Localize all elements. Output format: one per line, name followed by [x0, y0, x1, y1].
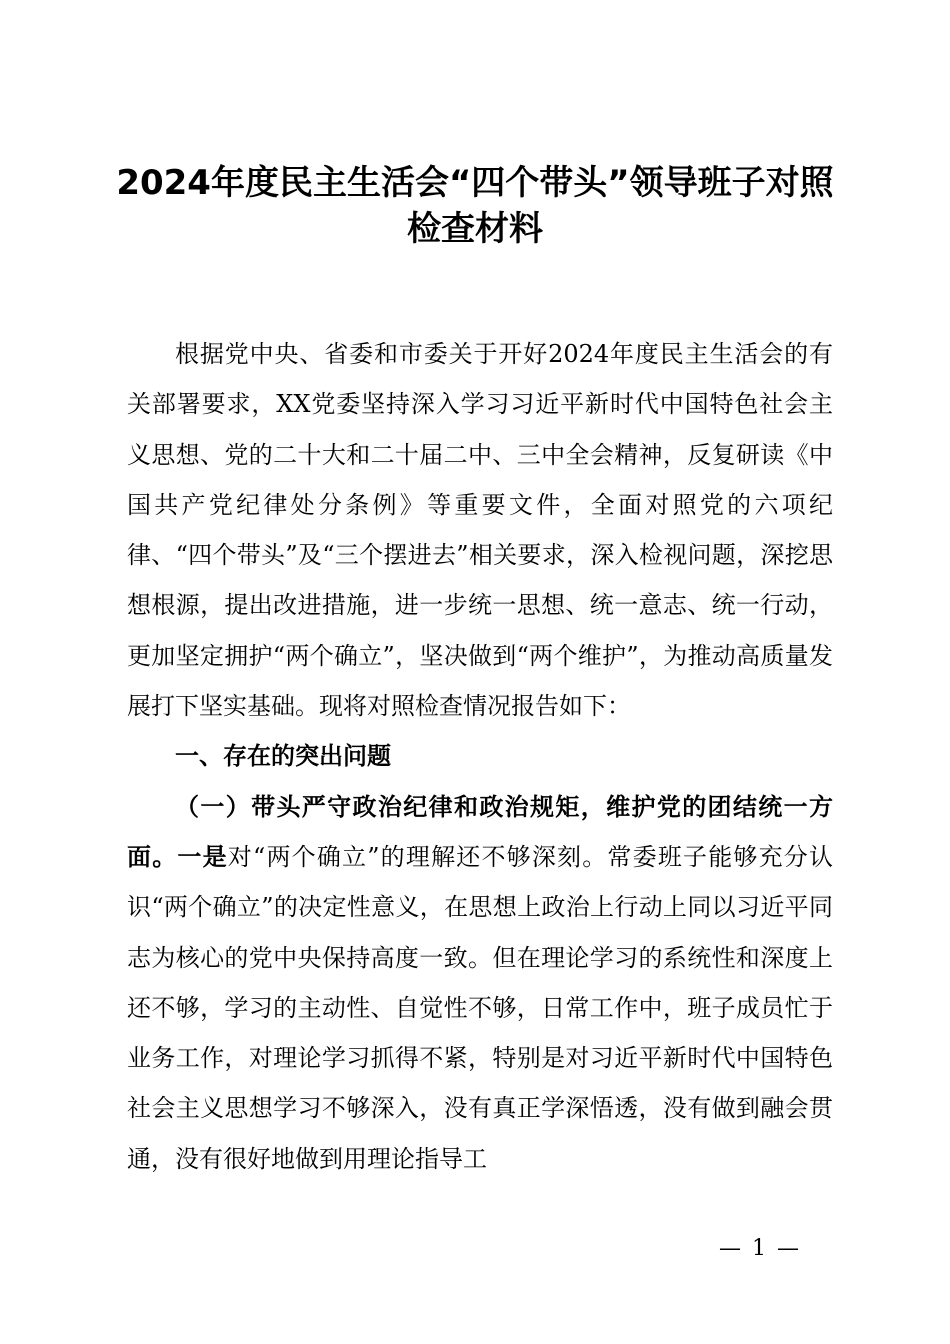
point-label: 一是 — [177, 842, 228, 871]
document-title-line1: 2024年度民主生活会“四个带头”领导班子对照 — [116, 163, 834, 203]
intro-paragraph: 根据党中央、省委和市委关于开好2024年度民主生活会的有关部署要求，XX党委坚持深入学习习近平新时代中国特色社会主义思想、党的二十大和二十届二中、三中全会精神，反复研读《中国共产党纪律处分条例》等重要文件，全面对照党的六项纪律、“四个带头”及“三个摆进去”相关要求，深入检视问题，深挖思想根源，提出改进措施，进一步统一思想、统一意志、统一行动，更加坚定拥护“两个确立”，坚决做到“两个维护”，为推动高质量发展打下坚实基础。现将对照检查情况报告如下： — [127, 340, 833, 721]
document-body — [127, 329, 833, 1184]
document-title-line2: 检查材料 — [407, 209, 543, 249]
page-number: — 1 — — [719, 1236, 801, 1261]
subsection-paragraph — [127, 782, 833, 1184]
point-text: 对“两个确立”的理解还不够深刻。常委班子能够充分认识“两个确立”的决定性意义，在思想上政治上行动上同以习近平同志为核心的党中央保持高度一致。但在理论学习的系统性和深度上还不够，学习的主动性、自觉性不够，日常工作中，班子成员忙于业务工作，对理论学习抓得不紧，特别是对习近平新时代中国特色社会主义思想学习不够深入，没有真正学深悟透，没有做到融会贯通，没有很好地做到用理论指导工 — [127, 842, 833, 1173]
subsection-heading: （一）带头严守政治纪律和政治规矩，维护党的团结统一方面。 — [127, 792, 833, 871]
section-heading: 一、存在的突出问题 — [175, 742, 391, 771]
